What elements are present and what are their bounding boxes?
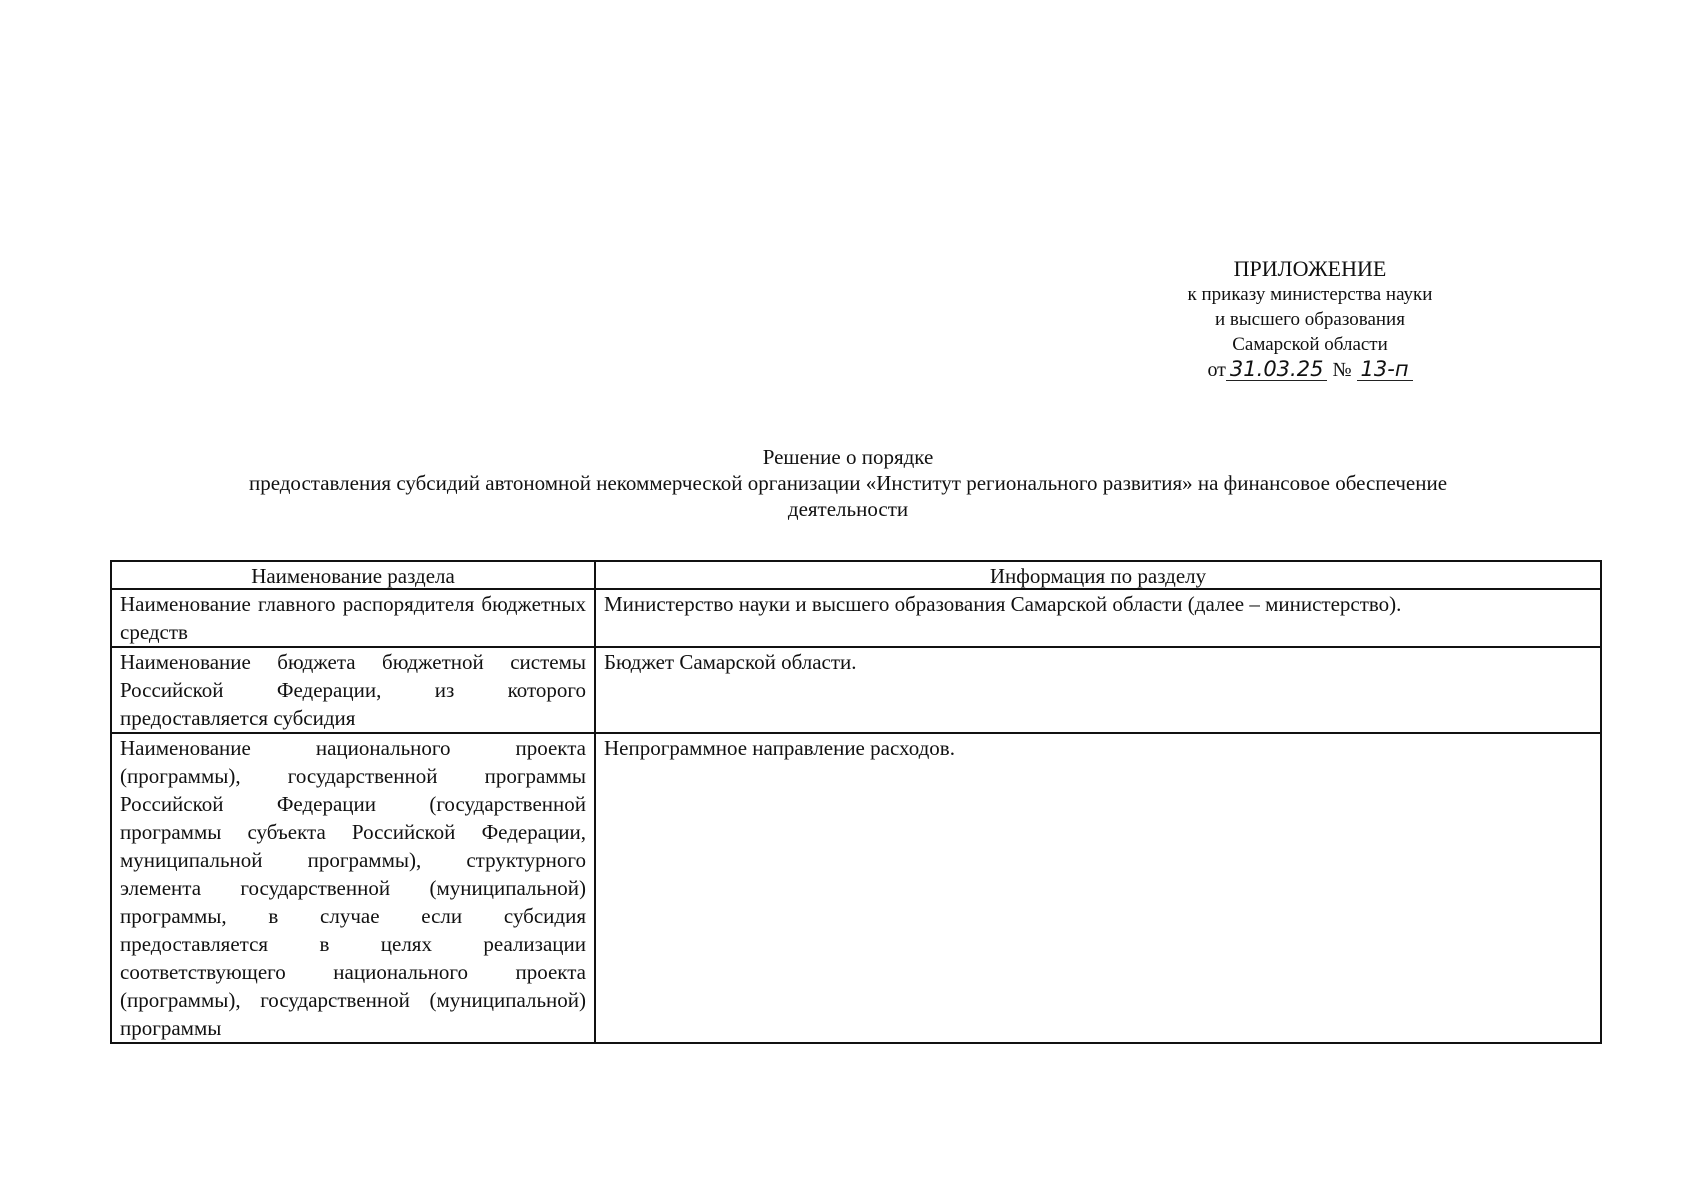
- section-name-cell: Наименование главного распорядителя бюджетных средств: [111, 589, 595, 647]
- annex-title: ПРИЛОЖЕНИЕ: [1233, 256, 1387, 281]
- number-label: №: [1332, 359, 1352, 381]
- section-info-cell: Непрограммное направление расходов.: [595, 733, 1601, 1043]
- section-name-cell: Наименование национального проекта (программы), государственной программы Российской Федерации (государственной программы субъекта Российской Федерации, муниципальной программы), структурного элемента государственной (муниципальной) программы, в случае если субсидия предоставляется в целях реализации соответствующего национального проекта (программы), государственной (муниципальной) программы: [111, 733, 595, 1043]
- order-date: 31.03.25: [1226, 358, 1328, 381]
- annex-line-3: Самарской области: [1232, 334, 1388, 355]
- section-info-cell: Министерство науки и высшего образования Самарской области (далее – министерство).: [595, 589, 1601, 647]
- title-line-3: деятельности: [787, 497, 909, 521]
- header-section-info: Информация по разделу: [595, 561, 1601, 589]
- document-title: [100, 444, 1596, 522]
- annex-line-2: и высшего образования: [1215, 309, 1405, 330]
- order-number: 13-п: [1357, 358, 1413, 381]
- title-line-1: Решение о порядке: [762, 445, 934, 469]
- section-name-cell: Наименование бюджета бюджетной системы Российской Федерации, из которого предоставляется субсидия: [111, 647, 595, 733]
- section-info-cell: Бюджет Самарской области.: [595, 647, 1601, 733]
- annex-block: [1140, 256, 1480, 383]
- annex-order-reference: [1140, 357, 1480, 383]
- title-line-2: предоставления субсидий автономной некоммерческой организации «Институт регионального развития» на финансовое обеспечение: [248, 471, 1448, 495]
- info-table: [110, 560, 1602, 1044]
- table-header-row: [111, 561, 1601, 589]
- header-section-name: Наименование раздела: [111, 561, 595, 589]
- table-row: [111, 647, 1601, 733]
- table-row: [111, 589, 1601, 647]
- from-label: от: [1207, 359, 1226, 381]
- annex-line-1: к приказу министерства науки: [1187, 284, 1433, 305]
- table-row: [111, 733, 1601, 1043]
